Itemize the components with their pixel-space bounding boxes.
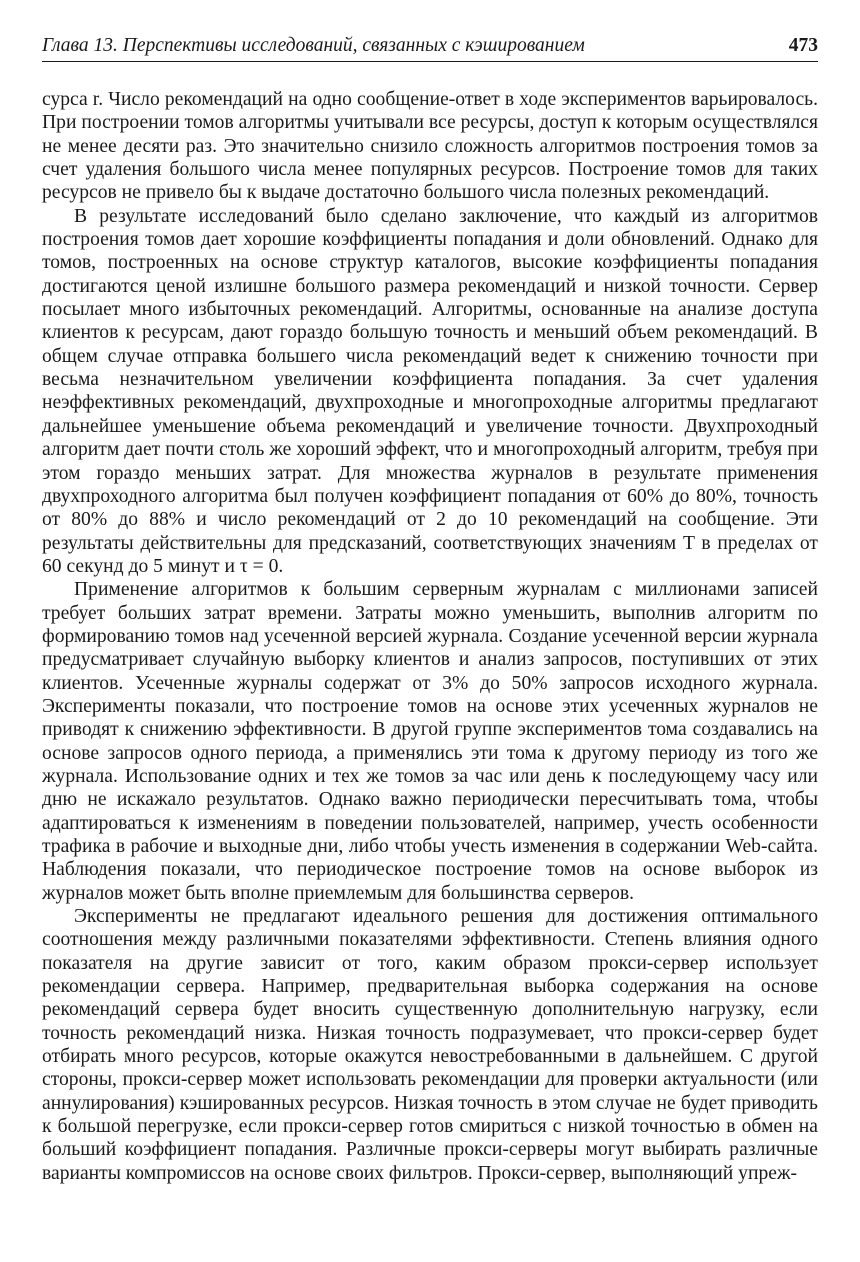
paragraph-continuation: сурса r. Число рекомендаций на одно сообщение-ответ в ходе экспериментов варьировалось. При построении томов алгоритмы учитывали все ресурсы, доступ к которым осуществлялся не менее десяти раз. Это значительно снизило сложность алгоритмов построения томов за счет удаления большого числа менее популярных ресурсов. Построение томов для таких ресурсов не привело бы к выдаче достаточно большого числа полезных рекомендаций. [42, 89, 818, 204]
body-text [42, 88, 818, 1185]
paragraph-tradeoffs: Эксперименты не предлагают идеального решения для достижения оптимального соотношения между различными показателями эффективности. Степень влияния одного показателя на другие зависит от того, каким образом прокси-сервер использует рекомендации сервера. Например, предварительная выборка содержания на основе рекомендаций сервера будет вносить существенную дополнительную нагрузку, если точность рекомендаций низка. Низкая точность подразумевает, что прокси-сервер будет отбирать много ресурсов, которые окажутся невостребованными в дальнейшем. С другой стороны, прокси-сервер может использовать рекомендации для проверки актуальности (или аннулирования) кэшированных ресурсов. Низкая точность в этом случае не будет приводить к большой перегрузке, если прокси-сервер готов смириться с низкой точностью в обмен на больший коэффициент попадания. Различные прокси-серверы могут выбирать различные варианты компромиссов на основе своих фильтров. Прокси-сервер, выполняющий упреж- [42, 906, 818, 1184]
book-page [42, 34, 818, 1185]
paragraph-large-server-logs: Применение алгоритмов к большим серверным журналам с миллионами записей требует больших затрат времени. Затраты можно уменьшить, выполнив алгоритм по формированию томов над усеченной версией журнала. Создание усеченной версии журнала предусматривает случайную выборку клиентов и анализ запросов, поступивших от этих клиентов. Усеченные журналы содержат от 3% до 50% запросов исходного журнала. Эксперименты показали, что построение томов на основе этих усеченных журналов не приводят к снижению эффективности. В другой группе экспериментов тома создавались на основе запросов одного периода, а применялись эти тома к другому периоду из того же журнала. Использование одних и тех же томов за час или день к последующему часу или дню не искажало результатов. Однако важно периодически пересчитывать тома, чтобы адаптироваться к изменениям в поведении пользователей, например, учесть особенности трафика в рабочие и выходные дни, либо чтобы учесть изменения в содержании Web-сайта. Наблюдения показали, что периодическое построение томов на основе выборок из журналов может быть вполне приемлемым для большинства серверов. [42, 579, 818, 904]
paragraph-volume-algorithms-conclusion: В результате исследований было сделано заключение, что каждый из алгоритмов построения томов дает хорошие коэффициенты попадания и доли обновлений. Однако для томов, построенных на основе структур каталогов, высокие коэффициенты попадания достигаются ценой излишне большого размера рекомендаций и низкой точности. Сервер посылает много избыточных рекомендаций. Алгоритмы, основанные на анализе доступа клиентов к ресурсам, дают гораздо большую точность и меньший объем рекомендаций. В общем случае отправка большего числа рекомендаций ведет к снижению точности при весьма незначительном увеличении коэффициента попадания. За счет удаления неэффективных рекомендаций, двухпроходные и многопроходные алгоритмы предлагают дальнейшее уменьшение объема рекомендаций и увеличение точности. Двухпроходный алгоритм дает почти столь же хороший эффект, что и многопроходный алгоритм, требуя при этом гораздо меньших затрат. Для множества журналов в результате применения двухпроходного алгоритма был получен коэффициент попадания от 60% до 80%, точность от 80% до 88% и число рекомендаций от 2 до 10 рекомендаций на сообщение. Эти результаты действительны для предсказаний, соответствующих значениям T в пределах от 60 секунд до 5 минут и τ = 0. [42, 205, 818, 577]
running-head [42, 34, 818, 62]
page-number: 473 [788, 35, 818, 56]
chapter-title: Глава 13. Перспективы исследований, связанных с кэшированием [42, 35, 585, 56]
